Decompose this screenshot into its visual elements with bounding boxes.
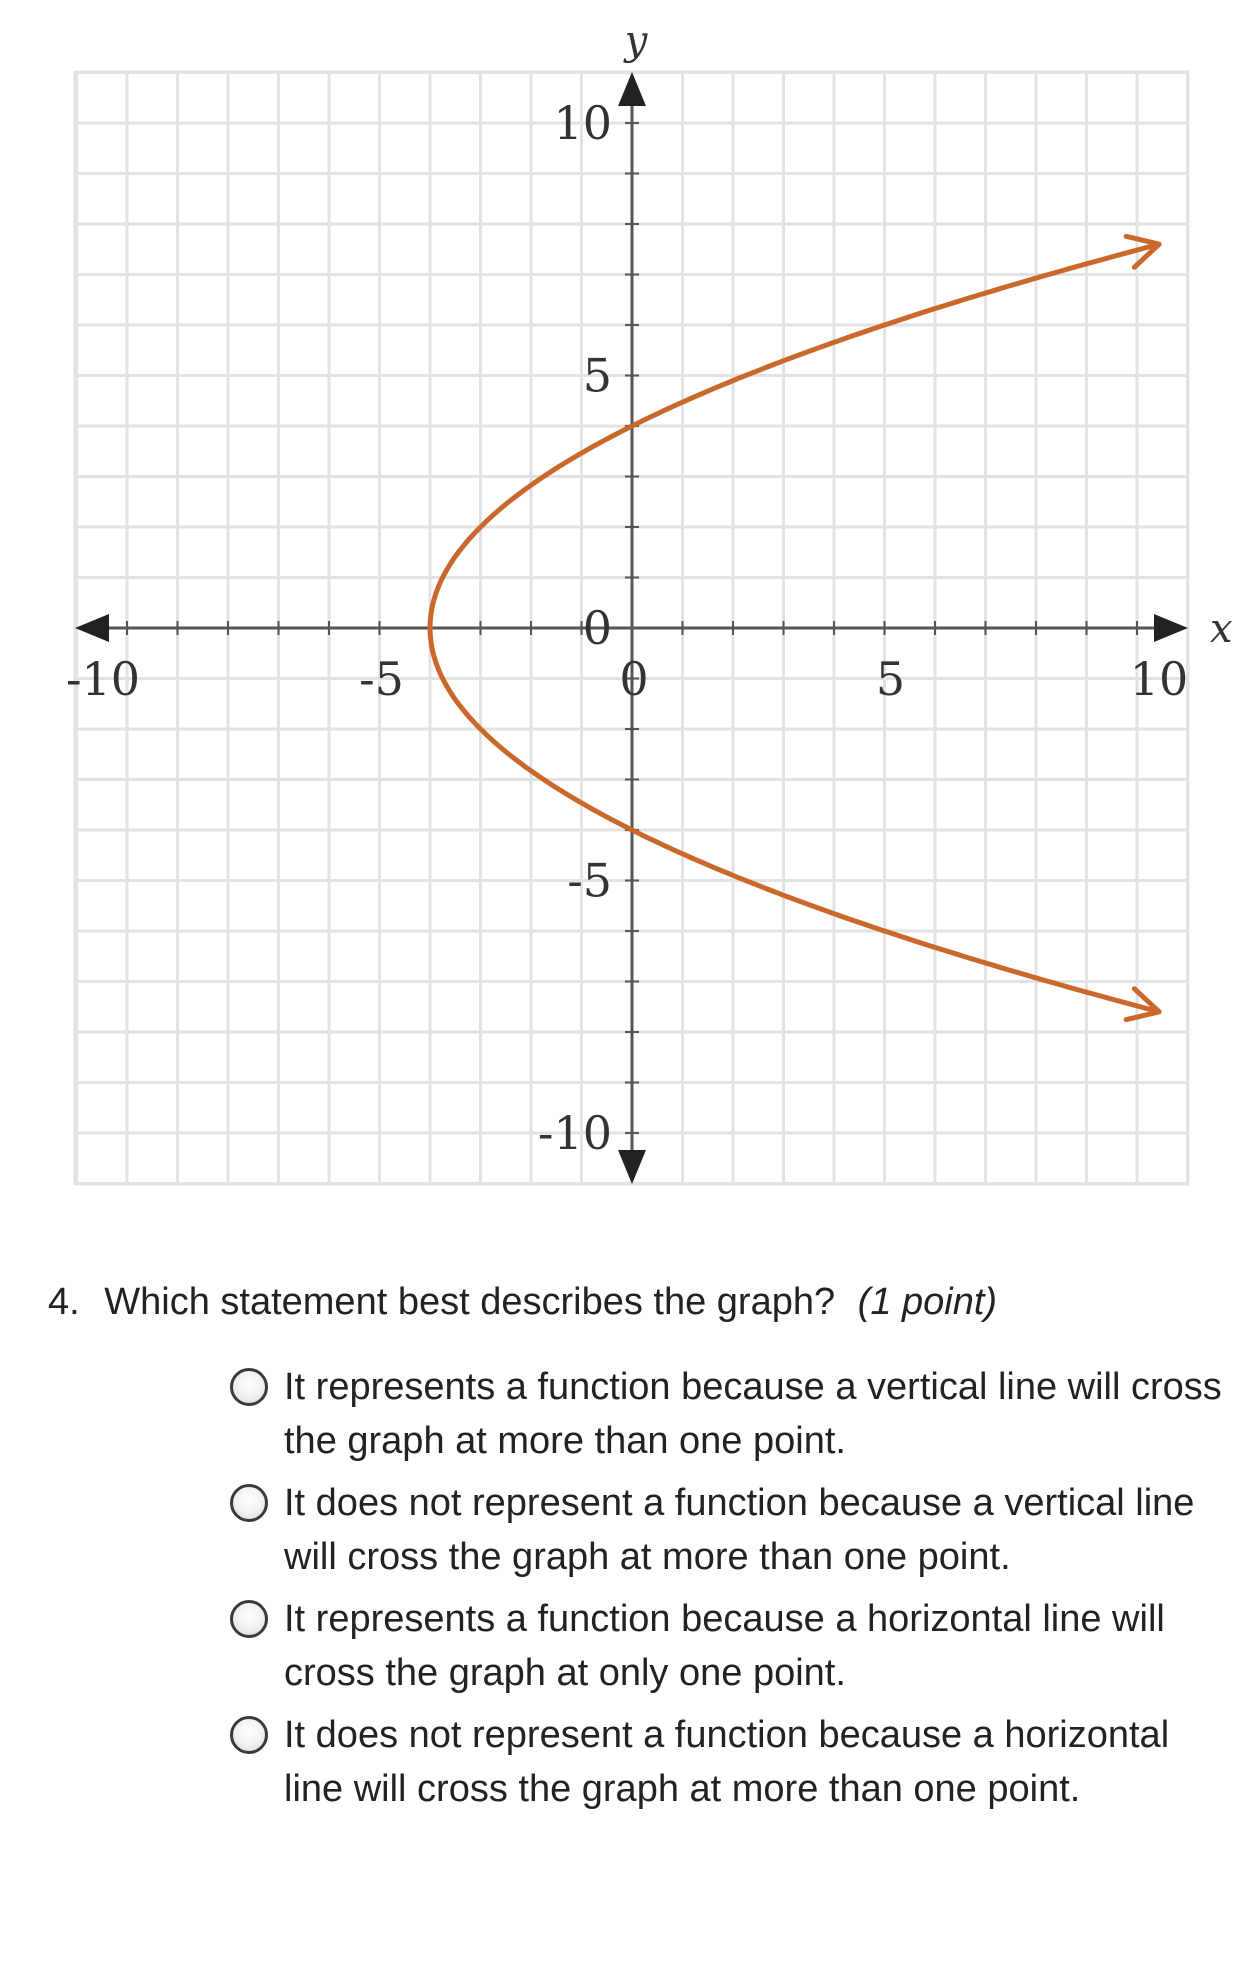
- x-axis-label: x: [1210, 606, 1233, 652]
- answer-options: [228, 1360, 1228, 1824]
- answer-option-2-label: It does not represent a function because a vertical line will cross the graph at more than one point.: [284, 1482, 1195, 1578]
- question-number: 4.: [48, 1281, 80, 1323]
- answer-option-3[interactable]: [228, 1592, 1228, 1700]
- y-tick-label: -10: [537, 1106, 612, 1160]
- y-tick-label: 10: [553, 96, 612, 150]
- question-points: (1 point): [857, 1281, 998, 1323]
- radio-button-4[interactable]: [230, 1716, 268, 1754]
- question: [48, 1278, 1208, 1326]
- radio-button-3[interactable]: [230, 1600, 268, 1638]
- answer-option-4[interactable]: [228, 1708, 1228, 1816]
- answer-option-4-label: It does not represent a function because a horizontal line will cross the graph at more than one point.: [284, 1714, 1170, 1810]
- y-axis-label: y: [624, 18, 648, 64]
- radio-button-1[interactable]: [230, 1368, 268, 1406]
- y-tick-label: 5: [582, 348, 612, 403]
- x-tick-label: -5: [359, 652, 404, 706]
- y-tick-label: 0: [582, 601, 612, 655]
- radio-button-2[interactable]: [230, 1484, 268, 1522]
- x-tick-label: 10: [1129, 652, 1189, 706]
- x-tick-label: 5: [875, 652, 906, 706]
- answer-option-3-label: It represents a function because a horizontal line will cross the graph at only one point.: [284, 1598, 1165, 1694]
- x-tick-label: -10: [65, 652, 141, 706]
- question-text: Which statement best describes the graph?: [104, 1281, 836, 1323]
- y-tick-label: -5: [567, 853, 612, 908]
- answer-option-2[interactable]: [228, 1476, 1228, 1584]
- answer-option-1-label: It represents a function because a vertical line will cross the graph at more than one point.: [284, 1366, 1222, 1462]
- x-tick-label: 0: [619, 652, 649, 706]
- answer-option-1[interactable]: [228, 1360, 1228, 1468]
